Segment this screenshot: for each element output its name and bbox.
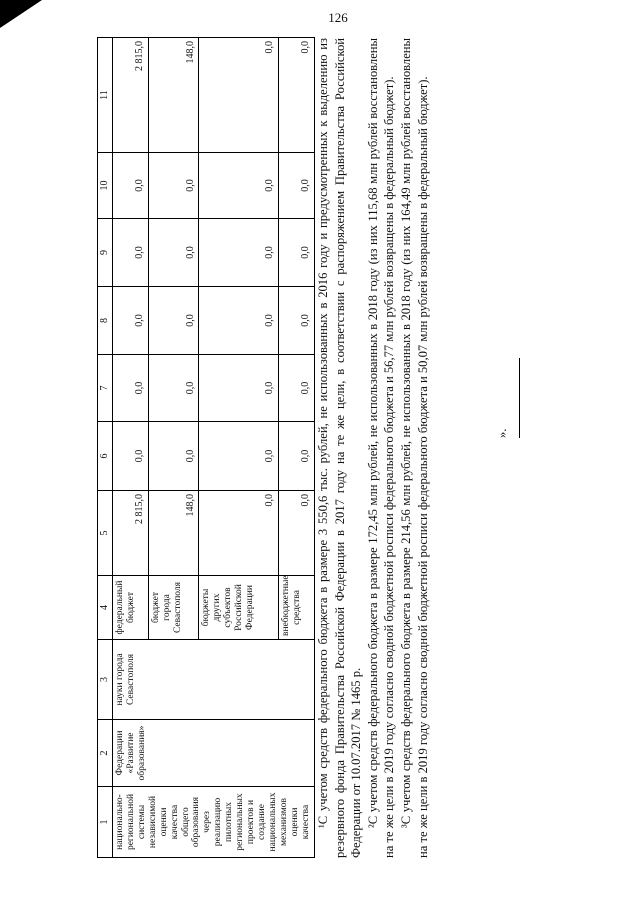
- footnote-1: ¹С учетом средств федерального бюджета в размере 3 550,6 тыс. рублей, не использованных в 2016 году и предусмотренных к выделению из резервного фонда Правительства Российской Федерации в 2017 году на те же цели, в соответствии с распоряжением Правительства Российской Федерации от 10.07.2017 № 1465 р.: [316, 38, 364, 858]
- value-cell: 0,0: [278, 491, 314, 576]
- value-cell: 148,0: [148, 491, 198, 576]
- source-cell: внебюджетные средства: [278, 576, 314, 640]
- value-cell: 0,0: [148, 355, 198, 422]
- value-cell: 148,0: [148, 38, 198, 153]
- value-cell: 0,0: [199, 153, 279, 219]
- page-number: 126: [328, 10, 348, 25]
- scan-corner-mark: [0, 0, 42, 28]
- value-cell: 0,0: [199, 355, 279, 422]
- value-cell: 0,0: [113, 422, 149, 491]
- value-cell: 0,0: [278, 153, 314, 219]
- table-header-row: [98, 38, 113, 858]
- value-cell: 0,0: [113, 287, 149, 355]
- header-cell: 9: [98, 219, 113, 287]
- source-cell: бюджет города Севастополя: [148, 576, 198, 640]
- header-cell: 7: [98, 355, 113, 422]
- value-cell: 0,0: [148, 153, 198, 219]
- table-row: [113, 38, 149, 858]
- value-cell: 0,0: [199, 491, 279, 576]
- header-cell: 8: [98, 287, 113, 355]
- value-cell: 0,0: [148, 287, 198, 355]
- value-cell: 0,0: [199, 219, 279, 287]
- footnote-3: ³С учетом средств федерального бюджета в размере 214,56 млн рублей, не использованных в 2018 году (из них 164,49 млн рублей восстановлены на те же цели в 2019 году согласно сводной бюджетной росписи федерального бюджета и 50,07 млн рублей возвращены в федеральный бюджет).: [398, 38, 430, 858]
- header-cell: 11: [98, 38, 113, 153]
- header-cell: 10: [98, 153, 113, 219]
- budget-table: [97, 37, 315, 858]
- value-cell: 0,0: [278, 219, 314, 287]
- value-cell: 0,0: [199, 287, 279, 355]
- value-cell: 0,0: [278, 38, 314, 153]
- header-cell: 1: [98, 787, 113, 858]
- source-cell: бюджеты других субъектов Российской Федерации: [199, 576, 279, 640]
- value-cell: 0,0: [148, 422, 198, 491]
- value-cell: 0,0: [148, 219, 198, 287]
- header-cell: 3: [98, 640, 113, 720]
- value-cell: 0,0: [113, 355, 149, 422]
- footnote-2: ²С учетом средств федерального бюджета в размере 172,45 млн рублей, не использованных в 2018 году (из них 115,68 млн рублей восстановлены на те же цели в 2019 году согласно сводной бюджетной росписи федерального бюджета и 56,77 млн рублей возвращены в федеральный бюджет).: [365, 38, 397, 858]
- program-cell: Федерации «Развитие образования»: [113, 720, 315, 787]
- value-cell: 0,0: [113, 153, 149, 219]
- header-cell: 4: [98, 576, 113, 640]
- rotated-page-content: [97, 38, 525, 858]
- source-cell: федеральный бюджет: [113, 576, 149, 640]
- value-cell: 2 815,0: [113, 491, 149, 576]
- header-cell: 5: [98, 491, 113, 576]
- value-cell: 0,0: [278, 422, 314, 491]
- value-cell: 2 815,0: [113, 38, 149, 153]
- header-cell: 2: [98, 720, 113, 787]
- executor-cell: науки города Севастополя: [113, 640, 315, 720]
- header-cell: 6: [98, 422, 113, 491]
- value-cell: 0,0: [113, 219, 149, 287]
- value-cell: 0,0: [278, 287, 314, 355]
- value-cell: 0,0: [278, 355, 314, 422]
- value-cell: 0,0: [199, 422, 279, 491]
- closing-rule: [519, 358, 520, 438]
- closing-quote: ».: [495, 428, 509, 438]
- row-label-cell: национально-региональной системы независимой оценки качества общего образования через реализацию пилотных региональных проектов и создание национальных механизмов оценки качества: [113, 787, 315, 858]
- value-cell: 0,0: [199, 38, 279, 153]
- closing-block: [495, 358, 520, 438]
- footnotes: [315, 38, 431, 858]
